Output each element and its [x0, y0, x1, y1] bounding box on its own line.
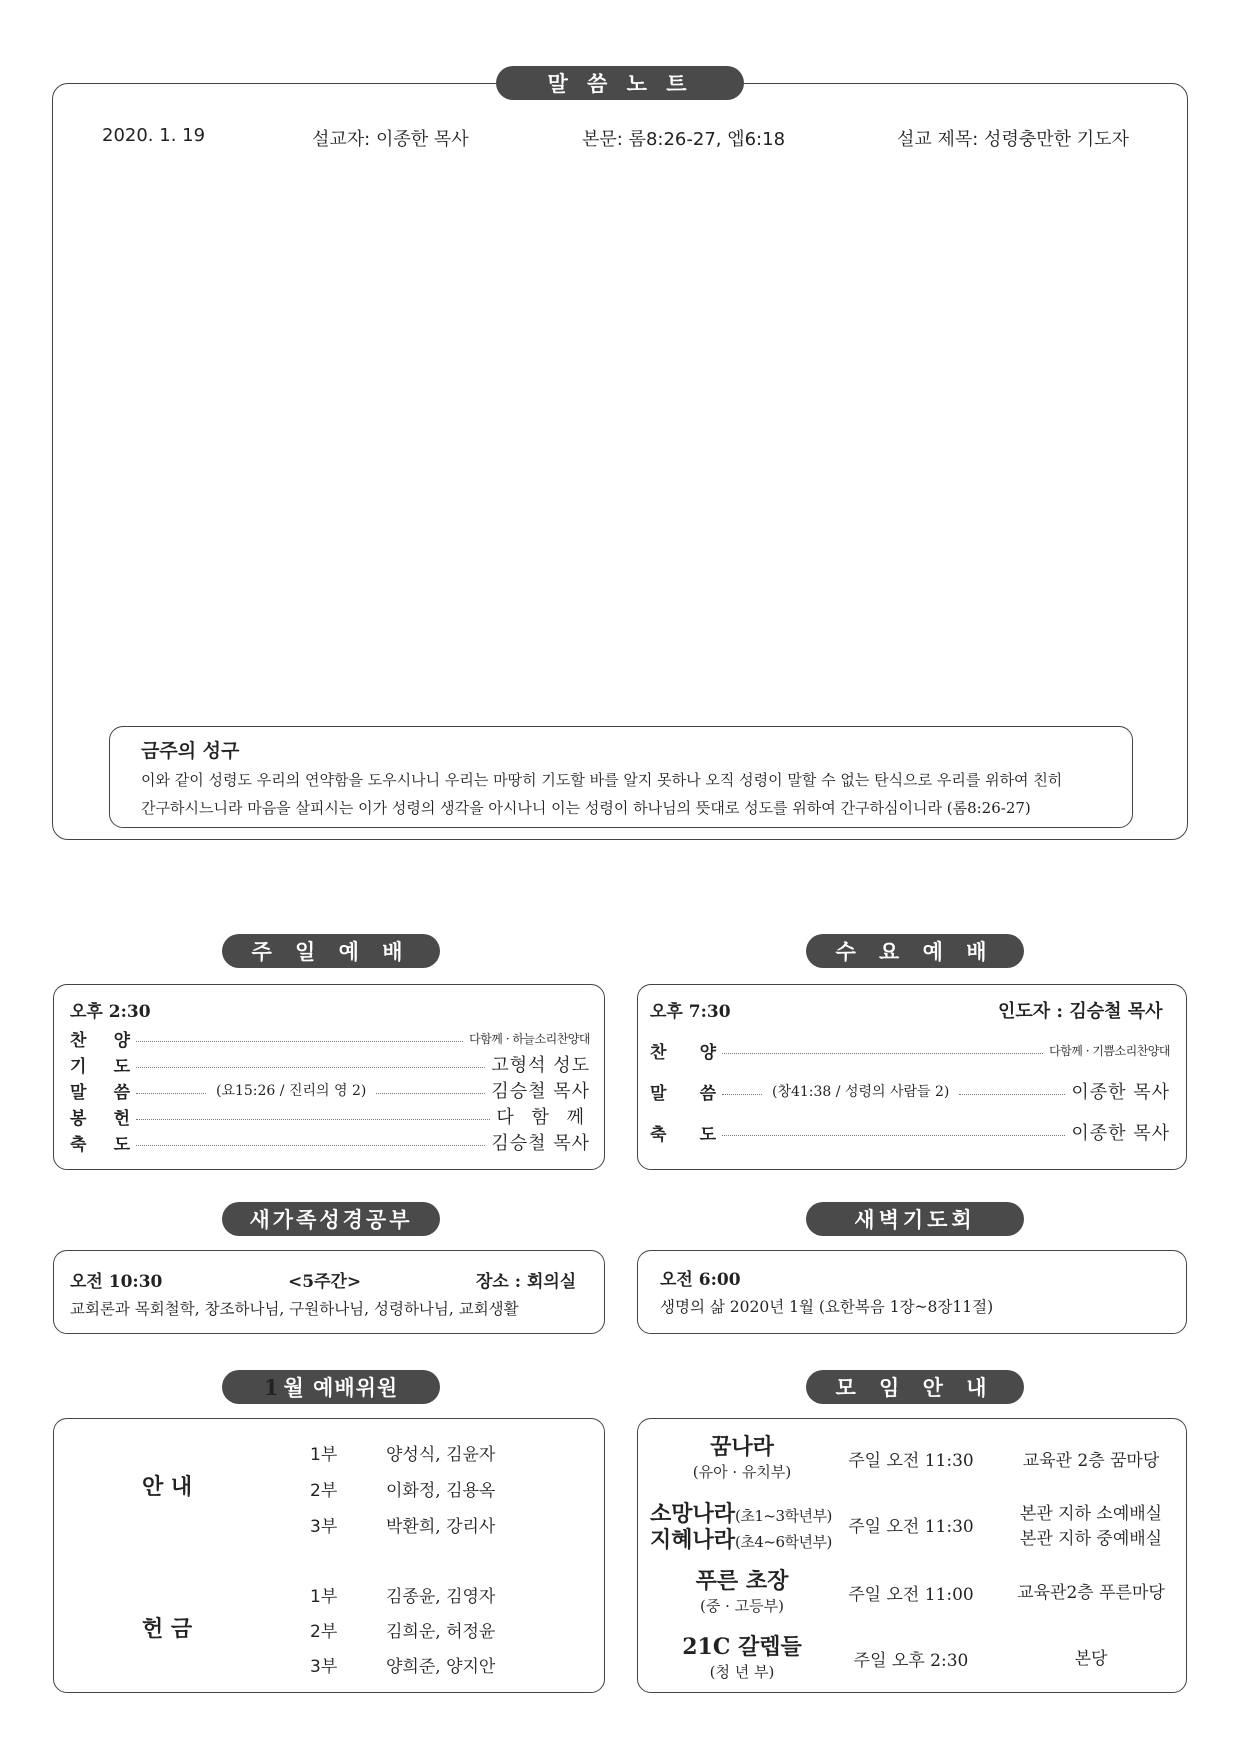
sunday-row-offering: 봉 헌 다 함 께: [70, 1107, 590, 1129]
wednesday-row-sermon: 말 씀 (창41:38 / 성령의 사람들 2) 이종한 목사: [650, 1082, 1170, 1104]
meeting-place-3: 교육관2층 푸른마당: [1017, 1583, 1165, 1603]
meeting-sub-4: (청 년 부): [709, 1663, 775, 1681]
family-study-duration: <5주간>: [288, 1272, 362, 1292]
meeting-place-1: 교육관 2층 꿈마당: [1022, 1451, 1160, 1471]
usher-names-1: 양성식, 김윤자: [386, 1445, 496, 1465]
family-study-place: 장소 : 회의실: [476, 1272, 577, 1292]
family-study-topics: 교회론과 목회철학, 창조하나님, 구원하나님, 성령하나님, 교회생활: [70, 1300, 519, 1318]
worship-group-offering-label: 헌 금: [142, 1616, 193, 1642]
meeting-time-2: 주일 오전 11:30: [848, 1517, 974, 1537]
offering-part-3: 3부: [310, 1657, 338, 1677]
dawn-prayer-time: 오전 6:00: [660, 1270, 741, 1290]
meeting-name-3: 푸른 초장: [695, 1568, 789, 1594]
meeting-name-2a: 소망나라(초1~3학년부): [650, 1501, 832, 1527]
family-study-title: 새가족성경공부: [222, 1202, 440, 1236]
dawn-prayer-content: 생명의 삶 2020년 1월 (요한복음 1장~8장11절): [660, 1298, 994, 1316]
meeting-name-4: 21C 갈렙들: [682, 1634, 802, 1660]
worship-team-title-num: 1: [263, 1374, 280, 1400]
offering-part-1: 1부: [310, 1587, 338, 1607]
usher-names-3: 박환희, 강리사: [386, 1517, 496, 1537]
meeting-time-4: 주일 오후 2:30: [853, 1651, 969, 1671]
wednesday-row-benediction: 축 도 이종한 목사: [650, 1123, 1170, 1145]
wednesday-service-time: 오후 7:30: [650, 1002, 731, 1022]
usher-part-2: 2부: [310, 1481, 338, 1501]
usher-part-3: 3부: [310, 1517, 338, 1537]
wednesday-row-hymn: 찬 양 다함께 · 기쁨소리찬양대: [650, 1042, 1170, 1063]
usher-part-1: 1부: [310, 1445, 338, 1465]
sunday-service-time: 오후 2:30: [70, 1002, 151, 1022]
sermon-note-title: 말 씀 노 트: [496, 66, 744, 100]
meeting-sub-3: (중 · 고등부): [700, 1597, 784, 1615]
worship-team-title: [222, 1370, 440, 1404]
offering-names-3: 양희준, 양지안: [386, 1657, 496, 1677]
sunday-row-prayer: 기 도 고형석 성도: [70, 1055, 590, 1077]
dawn-prayer-title: 새벽기도회: [806, 1202, 1024, 1236]
meeting-name-1: 꿈나라: [710, 1434, 774, 1460]
meetings-title: 모 임 안 내: [806, 1370, 1024, 1404]
wednesday-service-title: 수 요 예 배: [806, 934, 1024, 968]
sunday-row-hymn: 찬 양 다함께 · 하늘소리찬양대: [70, 1030, 590, 1051]
offering-names-2: 김희운, 허정윤: [386, 1622, 496, 1642]
weekly-verse-line-2: 간구하시느니라 마음을 살피시는 이가 성령의 생각을 아시나니 이는 성령이 하나님의 뜻대로 성도를 위하여 간구하심이니라 (롬8:26-27): [141, 799, 1031, 817]
family-study-time: 오전 10:30: [70, 1272, 163, 1292]
usher-names-2: 이화정, 김용옥: [386, 1481, 496, 1501]
sermon-title: 설교 제목: 성령충만한 기도자: [897, 129, 1129, 150]
sermon-date: 2020. 1. 19: [102, 125, 206, 146]
sunday-row-sermon: 말 씀 (요15:26 / 진리의 영 2) 김승철 목사: [70, 1081, 590, 1103]
meeting-place-2a: 본관 지하 소예배실: [1019, 1504, 1163, 1524]
sunday-row-benediction: 축 도 김승철 목사: [70, 1133, 590, 1155]
offering-part-2: 2부: [310, 1622, 338, 1642]
sunday-service-title: 주 일 예 배: [222, 934, 440, 968]
worship-group-usher-label: 안 내: [142, 1474, 193, 1500]
wednesday-service-leader: 인도자 : 김승철 목사: [998, 1001, 1163, 1022]
worship-team-title-rest: 월 예배위원: [283, 1375, 399, 1400]
meeting-place-4: 본당: [1074, 1649, 1108, 1669]
sermon-scripture: 본문: 롬8:26-27, 엡6:18: [582, 129, 786, 150]
meeting-name-2b: 지혜나라(초4~6학년부): [650, 1527, 832, 1553]
meeting-time-3: 주일 오전 11:00: [848, 1585, 974, 1605]
dawn-prayer-box: [637, 1250, 1187, 1334]
family-study-box: [53, 1250, 605, 1334]
meeting-time-1: 주일 오전 11:30: [848, 1451, 974, 1471]
weekly-verse-title: 금주의 성구: [141, 740, 240, 762]
offering-names-1: 김종윤, 김영자: [386, 1587, 496, 1607]
meeting-sub-1: (유아 · 유치부): [692, 1463, 792, 1481]
meeting-place-2b: 본관 지하 중예배실: [1019, 1529, 1163, 1549]
sermon-preacher: 설교자: 이종한 목사: [312, 129, 469, 150]
weekly-verse-line-1: 이와 같이 성령도 우리의 연약함을 도우시나니 우리는 마땅히 기도할 바를 알지 못하나 오직 성령이 말할 수 없는 탄식으로 우리를 위하여 친히: [141, 771, 1063, 789]
